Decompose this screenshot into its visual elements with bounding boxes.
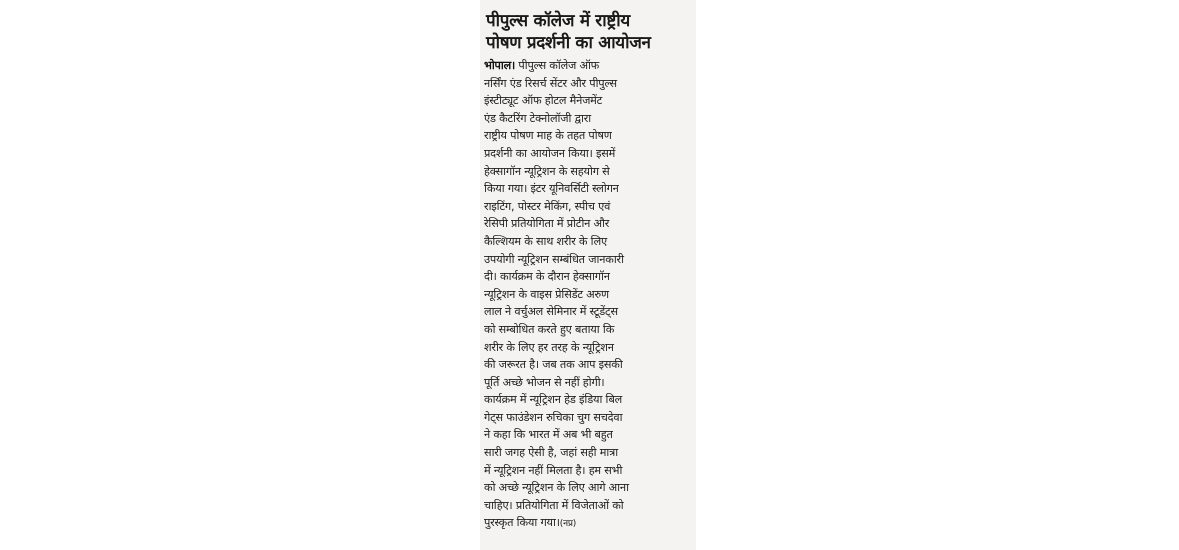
body-line: प्रदर्शनी का आयोजन किया। इसमें xyxy=(484,146,616,160)
body-text-segment: पीपुल्स कॉलेज ऑफ xyxy=(515,59,600,72)
body-line: कार्यक्रम में न्यूट्रिशन हेड इंडिया बिल xyxy=(484,393,623,407)
body-line xyxy=(484,57,692,75)
dateline: भोपाल। xyxy=(484,59,516,72)
body-line: पूर्ति अच्छे भोजन से नहीं होगी। xyxy=(484,375,605,389)
body-line: हेक्सागॉन न्यूट्रिशन के सहयोग से xyxy=(484,164,610,178)
body-line: दी। कार्यक्रम के दौरान हेक्सागॉन xyxy=(484,270,610,284)
body-line: सारी जगह ऐसी है, जहां सही मात्रा xyxy=(484,446,618,460)
article-body xyxy=(484,57,692,534)
body-line: में न्यूट्रिशन नहीं मिलता है। हम सभी xyxy=(484,463,623,477)
body-text-segment: पुरस्कृत किया गया। xyxy=(484,516,560,530)
reporter-credit: (नप्र) xyxy=(559,519,577,530)
body-line: न्यूट्रिशन के वाइस प्रेसिडेंट अरुण xyxy=(484,287,609,301)
body-line: इंस्टीट्यूट ऑफ होटल मैनेजमेंट xyxy=(484,94,603,108)
body-line: को अच्छे न्यूट्रिशन के लिए आगे आना xyxy=(484,481,629,495)
body-line: गेट्स फाउंडेशन रुचिका चुग सचदेवा xyxy=(484,410,623,424)
body-line: उपयोगी न्यूट्रिशन सम्बंधित जानकारी xyxy=(484,252,624,266)
body-line: राइटिंग, पोस्टर मेकिंग, स्पीच एवं xyxy=(484,199,611,213)
body-line: एंड कैटरिंग टेक्नोलॉजी द्वारा xyxy=(484,111,592,125)
article-headline xyxy=(486,10,691,54)
body-line: राष्ट्रीय पोषण माह के तहत पोषण xyxy=(484,129,612,143)
body-line: कैल्शियम के साथ शरीर के लिए xyxy=(484,234,607,248)
body-line: किया गया। इंटर यूनिवर्सिटी स्लोगन xyxy=(484,182,619,196)
headline-line: पीपुल्स कॉलेज में राष्ट्रीय xyxy=(486,11,630,31)
headline-line: पोषण प्रदर्शनी का आयोजन xyxy=(486,33,651,53)
body-line: चाहिए। प्रतियोगिता में विजेताओं को xyxy=(484,498,624,512)
body-line: लाल ने वर्चुअल सेमिनार में स्टूडेंट्स xyxy=(484,305,618,319)
body-line: को सम्बोधित करते हुए बताया कि xyxy=(484,322,615,336)
body-line xyxy=(484,514,692,534)
body-line: की जरूरत है। जब तक आप इसकी xyxy=(484,358,623,372)
body-line: रेसिपी प्रतियोगिता में प्रोटीन और xyxy=(484,217,610,231)
body-line: ने कहा कि भारत में अब भी बहुत xyxy=(484,428,613,442)
body-line: शरीर के लिए हर तरह के न्यूट्रिशन xyxy=(484,340,614,354)
body-line: नर्सिंग एंड रिसर्च सेंटर और पीपुल्स xyxy=(484,76,617,90)
